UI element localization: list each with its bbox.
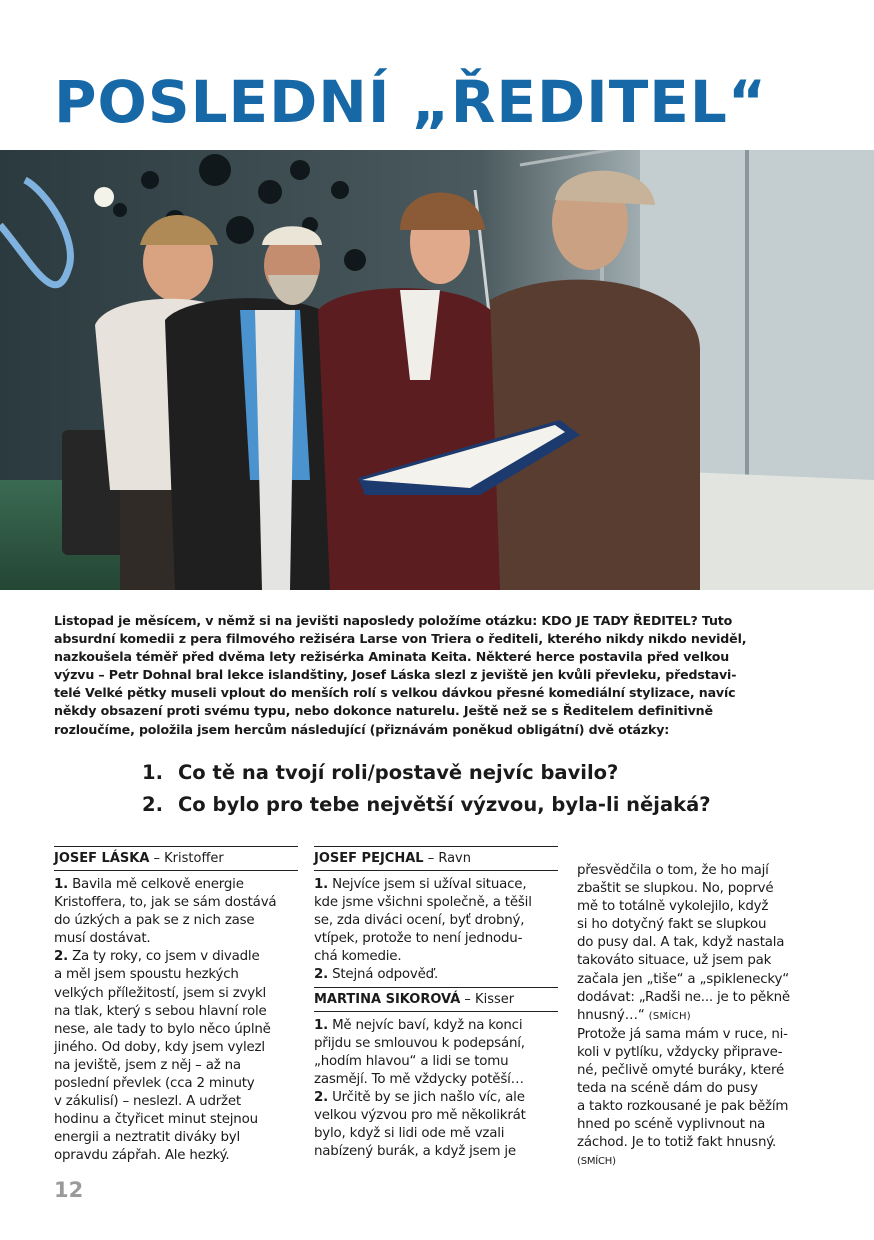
question-text: Co bylo pro tebe největší výzvou, byla-li nějaká? xyxy=(178,793,711,816)
answer-line xyxy=(314,1017,558,1035)
answer-line xyxy=(54,876,298,894)
intro-line: Listopad je měsícem, v němž si na jevišti naposledy položíme otázku: KDO JE TADY ŘEDITEL? Tuto xyxy=(54,613,733,628)
article-title: POSLEDNÍ „ŘEDITEL“ xyxy=(54,68,768,136)
intro-line: rozloučíme, položila jsem hercům následující (přiznávám poněkud obligátní) dvě otázky: xyxy=(54,721,670,737)
actor-name: JOSEF PEJCHAL xyxy=(314,851,424,866)
answer-line: Protože já sama mám v ruce, ni- xyxy=(577,1026,788,1042)
intro-line: telé Velké pětky museli vplout do menších rolí s velkou dávkou přesné komediální stylizace, navíc xyxy=(54,685,736,701)
answer-line: do pusy dal. A tak, když nastala xyxy=(577,935,785,951)
answer-number: 1. xyxy=(314,877,329,892)
answer-line: velkou výzvou pro mě několikrát xyxy=(314,1108,526,1124)
answer-line: a měl jsem spoustu hezkých xyxy=(54,967,239,983)
answer-line: nabízený burák, a když jsem je xyxy=(314,1144,516,1160)
answer-line: do úzkých a pak se z nich zase xyxy=(54,913,255,929)
answer-column-continued xyxy=(577,862,821,1171)
answer-number: 2. xyxy=(314,1089,329,1105)
intro-line: výzvu – Petr Dohnal bral lekce islandštiny, Josef Láska slezl z jeviště jen kvůli převleku, představi- xyxy=(54,667,737,683)
question-number: 1. xyxy=(142,761,163,784)
role-name: – Kisser xyxy=(460,991,515,1007)
answer-line: na tlak, který s sebou hlavní role xyxy=(54,1003,267,1019)
answer-line: opravdu zápřah. Ale hezký. xyxy=(54,1148,230,1164)
answer-line: bylo, když si lidi ode mě vzali xyxy=(314,1126,505,1142)
answer-line: na jeviště, jsem z něj – až na xyxy=(54,1057,241,1073)
actor-name: JOSEF LÁSKA xyxy=(54,851,150,866)
answer-column-laska xyxy=(54,846,298,1166)
question-item xyxy=(142,757,711,789)
answer-line: a takto rozkousané je pak běžím xyxy=(577,1099,789,1115)
answer-text: Bavila mě celkově energie xyxy=(68,877,244,892)
answer-line: kde jsme všichni společně, a těšil xyxy=(314,895,532,911)
answer-text: Mě nejvíc baví, když na konci xyxy=(328,1017,523,1033)
answer-line: koli v pytlíku, vždycky připrave- xyxy=(577,1044,783,1060)
intro-line: absurdní komedii z pera filmového režiséra Larse von Triera o řediteli, kterého nikdy nikdo neviděl, xyxy=(54,631,747,647)
answer-line: mě to totálně vykolejilo, když xyxy=(577,899,769,915)
answer-line xyxy=(314,1089,558,1107)
answer-line: přijdu se smlouvou k podepsání, xyxy=(314,1035,525,1051)
answer-line: poslední převlek (cca 2 minuty xyxy=(54,1076,255,1092)
stage-photo xyxy=(0,150,874,590)
laugh-note: (SMÍCH) xyxy=(648,1010,691,1022)
answer-line: záchod. Je to totiž fakt hnusný. xyxy=(577,1135,777,1151)
page-number: 12 xyxy=(54,1178,84,1202)
answer-number: 2. xyxy=(314,967,329,983)
answer-text: Stejná odpověď. xyxy=(328,967,439,983)
laugh-note: (SMÍCH) xyxy=(577,1155,616,1167)
answer-line: zasmějí. To mě vždycky potěší… xyxy=(314,1071,524,1087)
answer-line: nese, ale tady to bylo něco úplně xyxy=(54,1021,271,1037)
answer-line: dodávat: „Radši ne... je to pěkně xyxy=(577,989,790,1005)
answer-line: takováto situace, už jsem pak xyxy=(577,953,772,969)
answer-line: „hodím hlavou“ a lidi se tomu xyxy=(314,1053,509,1069)
answer-line xyxy=(314,876,558,894)
answer-line: vtípek, protože to není jednodu- xyxy=(314,931,523,947)
answer-column-pejchal-sikorova xyxy=(314,846,558,1161)
actor-heading xyxy=(54,846,298,871)
answer-line xyxy=(314,966,558,984)
answer-line: teda na scéně dám do pusy xyxy=(577,1081,758,1097)
answer-line: v zákulisí) – neslezl. A udržet xyxy=(54,1094,241,1110)
intro-line: nazkoušela téměř před dvěma lety režisérka Aminata Keita. Některé herce postavila před velkou xyxy=(54,649,730,665)
actor-heading xyxy=(314,987,558,1012)
answer-text: Nejvíce jsem si užíval situace, xyxy=(328,877,527,892)
actor-heading xyxy=(314,846,558,871)
answer-line: si ho dotyčný fakt se slupkou xyxy=(577,917,767,933)
answer-line: zbaštit se slupkou. No, poprvé xyxy=(577,881,774,897)
answer-line: hned po scéně vyplivnout na xyxy=(577,1117,766,1133)
answer-line: Kristoffera, to, jak se sám dostává xyxy=(54,895,277,911)
role-name: – Kristoffer xyxy=(149,851,224,866)
question-number: 2. xyxy=(142,793,163,816)
answer-text: hnusný…“ xyxy=(577,1007,649,1023)
answer-line xyxy=(54,948,298,966)
answer-line: se, zda diváci ocení, byť drobný, xyxy=(314,913,525,929)
answer-line: hodinu a čtyřicet minut stejnou xyxy=(54,1112,258,1128)
actor-name: MARTINA SIKOROVÁ xyxy=(314,991,461,1007)
answer-line: přesvědčila o tom, že ho mají xyxy=(577,863,769,878)
answer-line: začala jen „tiše“ a „spiklenecky“ xyxy=(577,971,789,987)
answer-number: 2. xyxy=(54,949,69,965)
answer-line: velkých příležitostí, jsem si zvykl xyxy=(54,985,267,1001)
answer-line: jiného. Od doby, kdy jsem vylezl xyxy=(54,1039,265,1055)
answer-number: 1. xyxy=(314,1017,329,1033)
answer-text: Určitě by se jich našlo víc, ale xyxy=(328,1089,525,1105)
intro-paragraph xyxy=(54,612,824,739)
answer-line: chá komedie. xyxy=(314,949,402,965)
questions-list xyxy=(142,757,711,821)
answer-line: né, pečlivě omyté buráky, které xyxy=(577,1063,785,1079)
intro-line: někdy obsazení proti svému typu, nebo dokonce naturelu. Ještě než se s Ředitelem definitivně xyxy=(54,703,713,719)
answer-text: Za ty roky, co jsem v divadle xyxy=(68,949,260,965)
question-text: Co tě na tvojí roli/postavě nejvíc bavilo? xyxy=(178,761,619,784)
answer-line: musí dostávat. xyxy=(54,931,151,947)
answer-line: energii a neztratit diváky byl xyxy=(54,1130,241,1146)
answer-line xyxy=(577,1007,821,1026)
question-item xyxy=(142,789,711,821)
role-name: – Ravn xyxy=(423,851,471,866)
answer-number: 1. xyxy=(54,877,69,892)
